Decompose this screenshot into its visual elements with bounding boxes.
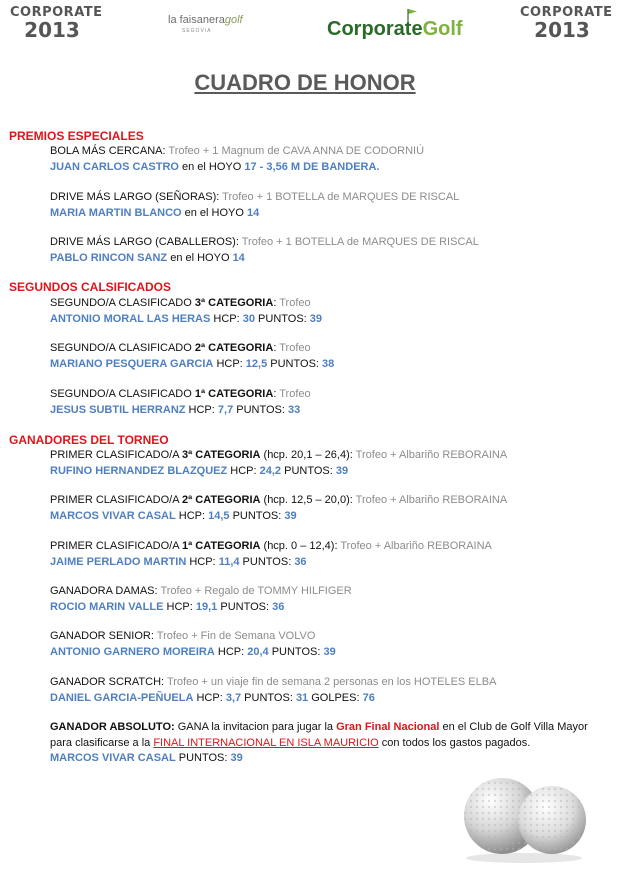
primero-1-prize-line: PRIMER CLASIFICADO/A 1ª CATEGORIA (hcp. 0 – 12,4): Trofeo + Albariño REBORAINA [50,540,492,552]
absoluto-line-1: GANADOR ABSOLUTO: GANA la invitacion para jugar la Gran Final Nacional en el Club de Golf Villa Mayor [50,721,588,733]
corporate-2013-logo-right: CORPORATE 2013 [520,5,613,42]
senior-winner-line: ANTONIO GARNERO MOREIRA HCP: 20,4 PUNTOS: 39 [50,646,336,658]
primero-3-prize-line: PRIMER CLASIFICADO/A 3ª CATEGORIA (hcp. 20,1 – 26,4): Trofeo + Albariño REBORAINA [50,449,508,461]
primero-2-winner-line: MARCOS VIVAR CASAL HCP: 14,5 PUNTOS: 39 [50,510,297,522]
golf-flag-icon [405,8,419,22]
section-heading-premios: PREMIOS ESPECIALES [9,129,144,143]
page-header [0,0,640,60]
segundo-3-winner-line: ANTONIO MORAL LAS HERAS HCP: 30 PUNTOS: 39 [50,313,323,325]
segundo-2-winner-line: MARIANO PESQUERA GARCIA HCP: 12,5 PUNTOS: 38 [50,358,335,370]
golf-balls-image [462,774,592,864]
drive-men-winner-line: PABLO RINCON SANZ en el HOYO 14 [50,252,245,264]
final-internacional-link: FINAL INTERNACIONAL EN ISLA MAURICIO [153,737,379,749]
drive-women-prize-line: DRIVE MÁS LARGO (SEÑORAS): Trofeo + 1 BOTELLA de MARQUES DE RISCAL [50,191,460,203]
corporate-golf-logo: CorporateGolf [327,18,463,40]
scratch-winner-line: DANIEL GARCIA-PEÑUELA HCP: 3,7 PUNTOS: 31 GOLPES: 76 [50,692,375,704]
segundo-3-prize-line: SEGUNDO/A CLASIFICADO 3ª CATEGORIA: Trofeo [50,297,311,309]
absoluto-line-2: para clasificarse a la FINAL INTERNACIONAL EN ISLA MAURICIO con todos los gastos pagados. [50,737,531,749]
page-title: CUADRO DE HONOR [194,70,416,95]
bola-prize-line: BOLA MÁS CERCANA: Trofeo + 1 Magnum de CAVA ANNA DE CODORNIÚ [50,145,425,157]
primero-1-winner-line: JAIME PERLADO MARTIN HCP: 11,4 PUNTOS: 36 [50,556,307,568]
segundo-2-prize-line: SEGUNDO/A CLASIFICADO 2ª CATEGORIA: Trofeo [50,342,311,354]
absoluto-winner-line: MARCOS VIVAR CASAL PUNTOS: 39 [50,752,243,764]
corporate-2013-logo-left: CORPORATE 2013 [10,5,103,42]
bola-winner-line: JUAN CARLOS CASTRO en el HOYO 17 - 3,56 M DE BANDERA. [50,161,380,173]
la-faisanera-golf-logo: la faisaneragolf SEGOVIA [168,14,243,34]
damas-prize-line: GANADORA DAMAS: Trofeo + Regalo de TOMMY HILFIGER [50,585,352,597]
primero-2-prize-line: PRIMER CLASIFICADO/A 2ª CATEGORIA (hcp. 12,5 – 20,0): Trofeo + Albariño REBORAINA [50,494,508,506]
senior-prize-line: GANADOR SENIOR: Trofeo + Fin de Semana VOLVO [50,630,316,642]
primero-3-winner-line: RUFINO HERNANDEZ BLAZQUEZ HCP: 24,2 PUNTOS: 39 [50,465,349,477]
drive-women-winner-line: MARIA MARTIN BLANCO en el HOYO 14 [50,207,260,219]
drive-men-prize-line: DRIVE MÁS LARGO (CABALLEROS): Trofeo + 1 BOTELLA de MARQUES DE RISCAL [50,236,479,248]
segundo-1-prize-line: SEGUNDO/A CLASIFICADO 1ª CATEGORIA: Trofeo [50,388,311,400]
section-heading-segundos: SEGUNDOS CALSIFICADOS [9,280,172,294]
section-heading-ganadores: GANADORES DEL TORNEO [9,433,169,447]
scratch-prize-line: GANADOR SCRATCH: Trofeo + un viaje fin de semana 2 personas en los HOTELES ELBA [50,676,497,688]
segundo-1-winner-line: JESUS SUBTIL HERRANZ HCP: 7,7 PUNTOS: 33 [50,404,301,416]
damas-winner-line: ROCIO MARIN VALLE HCP: 19,1 PUNTOS: 36 [50,601,285,613]
